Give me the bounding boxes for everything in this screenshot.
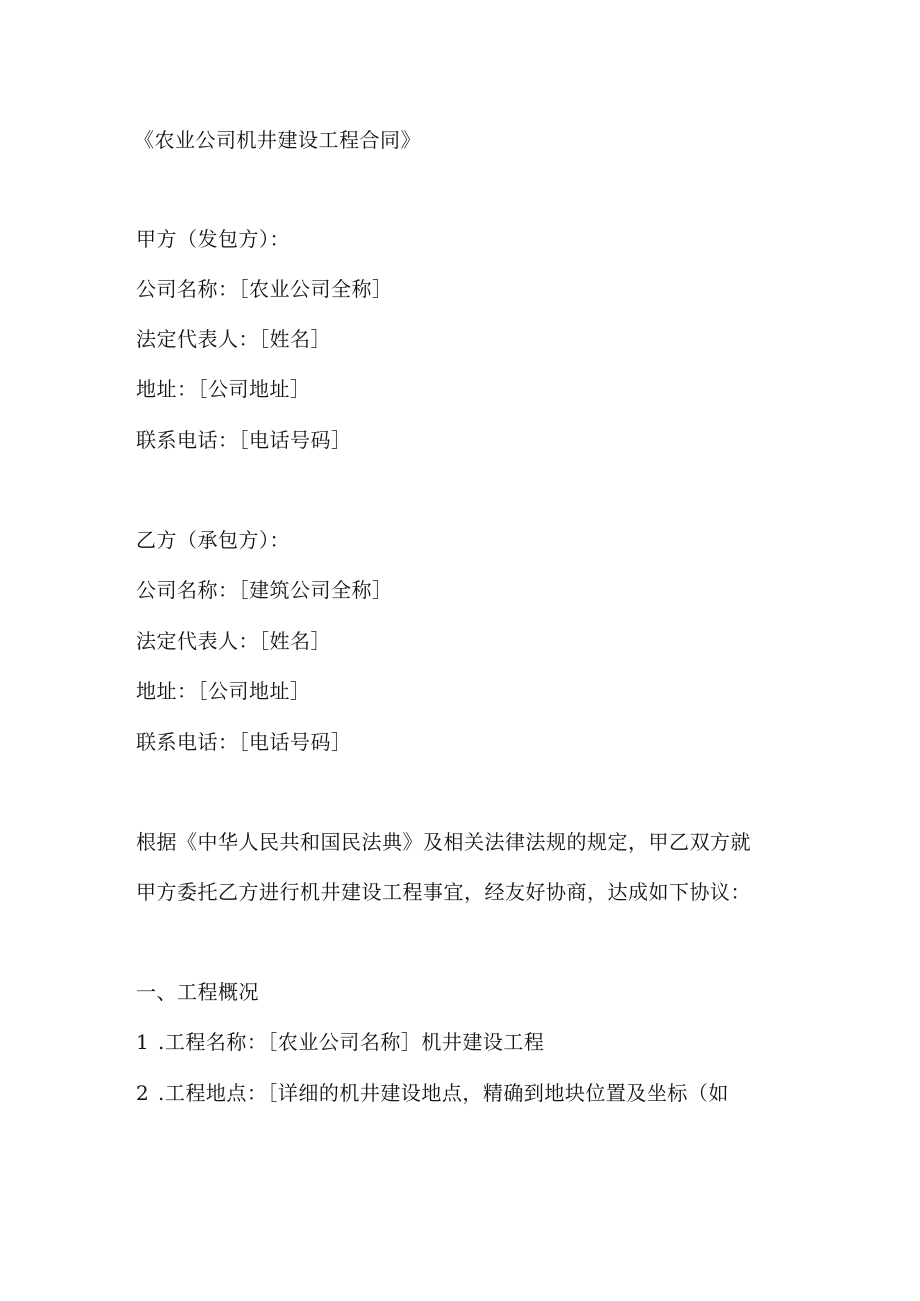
list-item-number: 1 (136, 1030, 150, 1054)
list-item-text: .工程地点：［详细的机井建设地点，精确到地块位置及坐标（如 (158, 1081, 729, 1105)
party-b-address: 地址：［公司地址］ (136, 679, 311, 703)
party-a-representative: 法定代表人：［姓名］ (136, 327, 331, 351)
party-b-company: 公司名称：［建筑公司全称］ (136, 578, 393, 602)
party-a-company: 公司名称：［农业公司全称］ (136, 277, 393, 301)
party-b-representative: 法定代表人：［姓名］ (136, 629, 331, 653)
document-title: 《农业公司机井建设工程合同》 (134, 128, 421, 152)
list-item (136, 1029, 544, 1055)
party-b-phone: 联系电话：［电话号码］ (136, 730, 352, 754)
section-heading: 一、工程概况 (136, 980, 259, 1004)
list-item-text: .工程名称：［农业公司名称］机井建设工程 (158, 1030, 545, 1054)
party-a-phone: 联系电话：［电话号码］ (136, 428, 352, 452)
list-item (136, 1080, 729, 1106)
party-b-heading: 乙方（承包方）： (136, 528, 290, 552)
intro-paragraph-line-1: 根据《中华人民共和国民法典》及相关法律法规的规定，甲乙双方就 (136, 830, 751, 854)
party-a-heading: 甲方（发包方）： (136, 227, 290, 251)
intro-paragraph-line-2: 甲方委托乙方进行机井建设工程事宜，经友好协商，达成如下协议： (136, 880, 751, 904)
list-item-number: 2 (136, 1081, 150, 1105)
party-a-address: 地址：［公司地址］ (136, 377, 311, 401)
